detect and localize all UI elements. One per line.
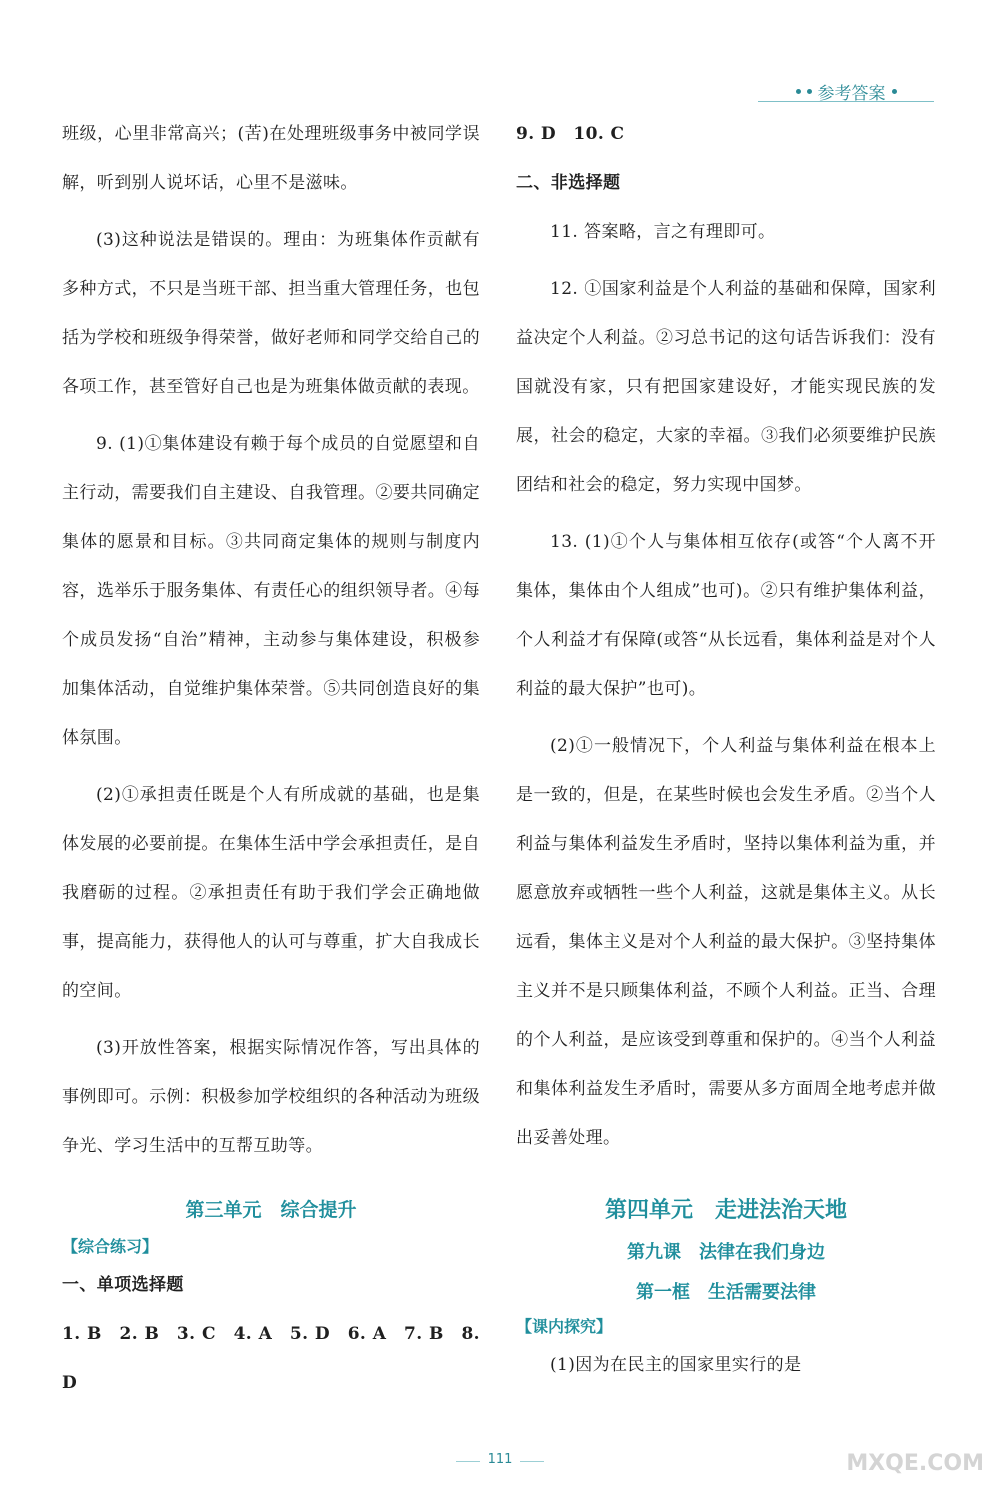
dot-icon [892, 89, 897, 94]
paragraph: (1)因为在民主的国家里实行的是 [550, 1355, 802, 1375]
watermark-logo: MXQE.COM [846, 1451, 984, 1476]
paragraph: (3)这种说法是错误的。理由：为班集体作贡献有多种方式，不只是当班干部、担当重大管理任务，也包括为学校和班级争得荣誉，做好老师和同学交给自己的各项工作，甚至管好自己也是为班集体做贡献的表现。 [62, 230, 480, 397]
paragraph: 12. ①国家利益是个人利益的基础和保障，国家利益决定个人利益。②习总书记的这句话告诉我们：没有国就没有家，只有把国家建设好，才能实现民族的发展，社会的稳定，大家的幸福。③我们必须要维护民族团结和社会的稳定，努力实现中国梦。 [516, 279, 936, 495]
paragraph: (2)①一般情况下，个人利益与集体利益在根本上是一致的，但是，在某些时候也会发生矛盾。②当个人利益与集体利益发生矛盾时，坚持以集体利益为重，并愿意放弃或牺牲一些个人利益，这就是集体主义。从长远看，集体主义是对个人利益的最大保护。③坚持集体主义并不是只顾集体利益，不顾个人利益。正当、合理的个人利益，是应该受到尊重和保护的。④当个人利益和集体利益发生矛盾时，需要从多方面周全地考虑并做出妥善处理。 [516, 736, 936, 1148]
lesson-title: 第九课 法律在我们身边 [627, 1242, 825, 1263]
header-rule [758, 101, 934, 102]
frame-title: 第一框 生活需要法律 [636, 1282, 816, 1303]
answer-key-tag [758, 80, 934, 102]
paragraph: 13. (1)①个人与集体相互依存(或答“个人离不开集体，集体由个人组成”也可)。②只有维护集体利益，个人利益才有保障(或答“从长远看，集体利益是对个人利益的最大保护”也可)。 [516, 532, 936, 699]
right-column [516, 110, 936, 1398]
answer-line: 9. D 10. C [516, 124, 625, 144]
unit-title: 第四单元 走进法治天地 [604, 1198, 847, 1223]
paragraph: 9. (1)①集体建设有赖于每个成员的自觉愿望和自主行动，需要我们自主建设、自我管理。②要共同确定集体的愿景和目标。③共同商定集体的规则与制度内容，选举乐于服务集体、有责任心的组织领导者。④每个成员发扬“自治”精神，主动参与集体建设，积极参加集体活动，自觉维护集体荣誉。⑤共同创造良好的集体氛围。 [62, 434, 480, 748]
answer-line: 1. B 2. B 3. C 4. A 5. D 6. A 7. B 8. D [62, 1324, 480, 1393]
dot-icon [807, 89, 812, 94]
paragraph: (2)①承担责任既是个人有所成就的基础，也是集体发展的必要前提。在集体生活中学会承担责任，是自我磨砺的过程。②承担责任有助于我们学会正确地做事，提高能力，获得他人的认可与尊重，扩大自我成长的空间。 [62, 785, 480, 1001]
answer-key-label: 参考答案 [817, 83, 886, 104]
page-number: 111 [470, 1452, 530, 1467]
paragraph: (3)开放性答案，根据实际情况作答，写出具体的事例即可。示例：积极参加学校组织的各种活动为班级争光、学习生活中的互帮互助等。 [62, 1038, 480, 1156]
section-tag: 【综合练习】 [62, 1237, 159, 1256]
unit-title: 第三单元 综合提升 [185, 1199, 357, 1221]
paragraph: 11. 答案略，言之有理即可。 [550, 222, 776, 242]
paragraph: 班级，心里非常高兴；(苦)在处理班级事务中被同学误解，听到别人说坏话，心里不是滋味。 [62, 124, 480, 193]
sub-heading: 二、非选择题 [516, 173, 621, 193]
section-tag: 【课内探究】 [516, 1317, 613, 1336]
dot-icon [796, 89, 801, 94]
sub-heading: 一、单项选择题 [62, 1275, 184, 1295]
left-column [62, 110, 480, 1408]
